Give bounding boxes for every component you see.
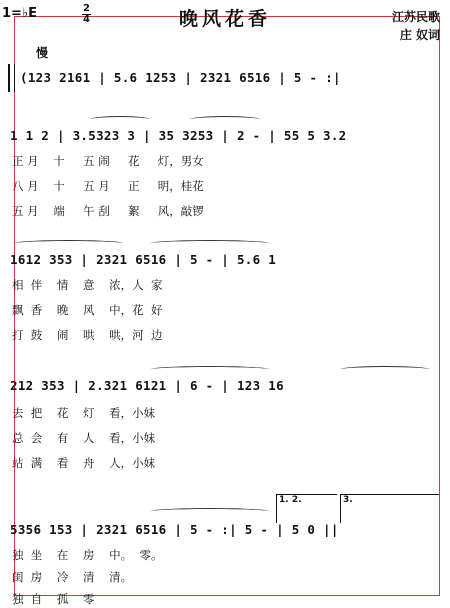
- lyric-row-2-verse-2: 飘 香 晚 风 中，花 好: [12, 303, 163, 317]
- notation-row-4: 5356 153 | 2321 6516 | 5 - :| 5 - | 5 0 ||: [10, 522, 339, 537]
- lyric-row-3-verse-2: 总 会 有 人 看，小妹: [12, 431, 156, 445]
- slur: [150, 366, 270, 373]
- lyric-row-3-verse-3: 站 满 看 舟 人，小妹: [12, 456, 156, 470]
- slur: [150, 508, 270, 515]
- lyric-row-2-verse-1: 相 伴 情 意 浓，人 家: [12, 278, 163, 292]
- lyric-row-4-verse-2: 闺 房 冷 清 清。: [12, 570, 133, 584]
- song-title: 晚风花香: [178, 8, 271, 30]
- meter-top: 2: [83, 3, 90, 14]
- notation-row-2: 1612 353 | 2321 6516 | 5 - | 5.6 1: [10, 252, 277, 267]
- slur: [150, 240, 270, 247]
- notation-row-1: 1 1 2 | 3.5323 3 | 35 3253 | 2 - | 55 5 3.2: [10, 128, 347, 143]
- lyric-row-4-verse-3: 独 自 孤 零: [12, 592, 95, 606]
- meter-bottom: 4: [83, 14, 90, 25]
- key-signature: 1=♭E: [2, 6, 37, 21]
- lyric-row-1-verse-1: 正 月 十 五 闹 花 灯，男女: [12, 154, 204, 168]
- lyric-row-1-verse-2: 八 月 十 五 月 正 明，桂花: [12, 179, 204, 193]
- lyric-row-4-verse-1: 独 坐 在 房 中。 零。: [12, 548, 163, 562]
- second-ending-bracket: 3.: [340, 494, 439, 523]
- lyric-row-1-verse-3: 五 月 端 午 刮 絮 风，敲锣: [12, 204, 204, 218]
- lyricist-credit: 庄 奴词: [399, 28, 440, 42]
- tempo-marking: 慢: [36, 46, 49, 60]
- notation-row-intro: (123 2161 | 5.6 1253 | 2321 6516 | 5 - :|: [20, 70, 341, 85]
- song-origin: 江苏民歌: [391, 10, 440, 24]
- notation-row-3: 212 353 | 2.321 6121 | 6 - | 123 16: [10, 378, 284, 393]
- slur: [14, 240, 124, 247]
- repeat-start-barline: [8, 64, 15, 92]
- lyric-row-2-verse-3: 打 鼓 闹 哄 哄，河 边: [12, 328, 163, 342]
- first-ending-bracket: 1. 2.: [276, 494, 337, 523]
- slur: [190, 116, 260, 123]
- lyric-row-3-verse-1: 去 把 花 灯 看，小妹: [12, 406, 156, 420]
- slur: [340, 366, 430, 373]
- slur: [90, 116, 150, 123]
